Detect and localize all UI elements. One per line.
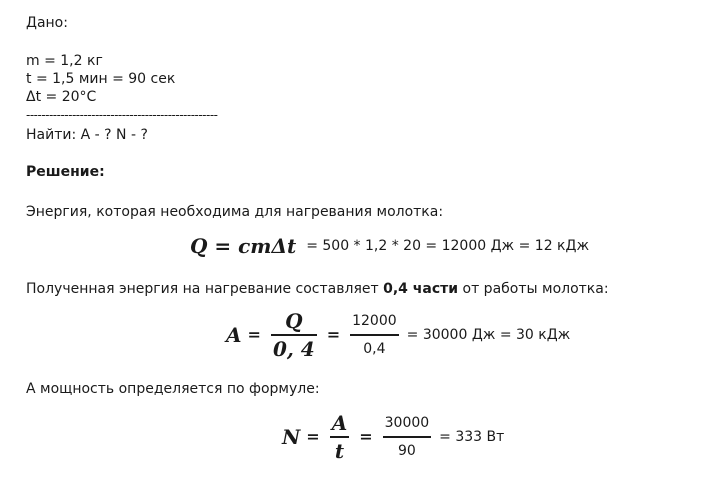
numeric-denominator: 0,4 — [363, 340, 386, 357]
equation-work: A = $\frac{Q}{0, 4}$ = $\frac{12000}{0,4}$ = 30000 Дж = 30 кДж — [226, 309, 571, 361]
given-header: Дано: — [26, 15, 68, 31]
equation-work-fraction — [271, 311, 317, 359]
equation-power-lhs: N — [282, 424, 301, 449]
fraction-text-post: от работы молотка: — [458, 281, 609, 297]
power-fraction-denominator: t — [334, 438, 345, 463]
given-temperature: Δt = 20°C — [26, 89, 97, 105]
equation-power-fraction — [330, 413, 350, 461]
equation-energy — [190, 234, 589, 258]
fraction-text — [26, 280, 609, 298]
equation-energy-formula: Q = cmΔt — [190, 234, 297, 258]
equation-energy-result: = 500 * 1,2 * 20 = 12000 Дж = 12 кДж — [306, 238, 590, 254]
fraction-denominator: 0, 4 — [272, 336, 315, 361]
power-numeric-numerator: 30000 — [384, 415, 430, 431]
fraction-text-bold: 0,4 части — [383, 281, 459, 297]
find-line: Найти: A - ? N - ? — [26, 127, 148, 143]
power-fraction-numerator: A — [331, 411, 348, 435]
numeric-numerator: 12000 — [352, 313, 397, 329]
fraction-numerator: Q — [285, 309, 303, 333]
energy-text: Энергия, которая необходима для нагревания молотка: — [26, 204, 444, 220]
equation-work-numeric-fraction — [350, 311, 399, 359]
equation-work-result: = 30000 Дж = 30 кДж — [406, 326, 571, 343]
equation-work-lhs: A — [226, 322, 242, 347]
equation-power-result: = 333 Вт — [439, 428, 505, 445]
solution-header: Решение: — [26, 164, 105, 180]
separator: -------------------------------------------------- — [26, 108, 218, 122]
given-time: t = 1,5 мин = 90 сек — [26, 71, 176, 87]
equation-power-numeric-fraction — [383, 413, 432, 461]
fraction-text-pre: Полученная энергия на нагревание составляет — [26, 281, 384, 297]
equation-power: N = $\frac{A}{t}$ = $\frac{30000}{90}$ = 333 Вт — [282, 411, 505, 463]
power-text: А мощность определяется по формуле: — [26, 381, 320, 397]
power-numeric-denominator: 90 — [397, 442, 416, 459]
given-mass: m = 1,2 кг — [26, 53, 103, 69]
